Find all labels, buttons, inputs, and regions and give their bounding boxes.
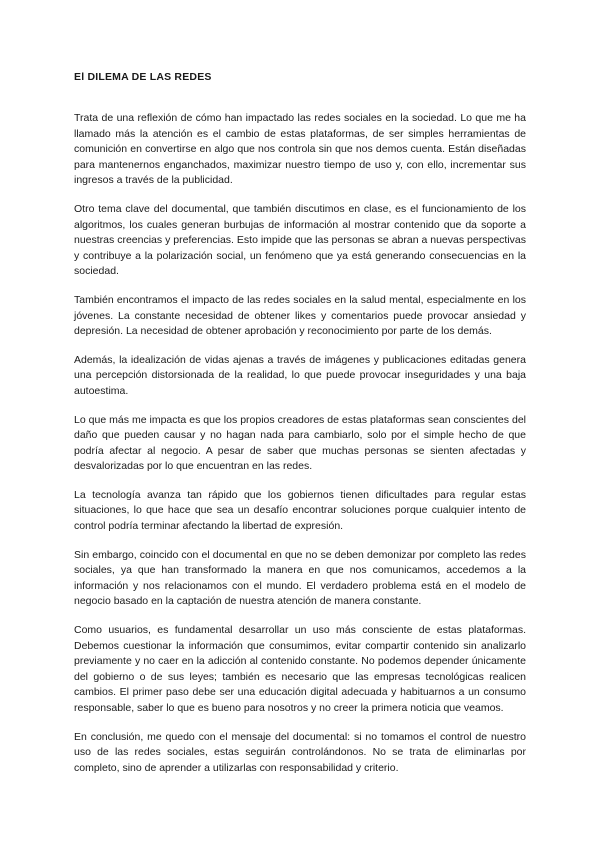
paragraph-algorithms: Otro tema clave del documental, que también discutimos en clase, es el funcionamiento de los algoritmos, los cuales generan burbujas de información al mostrar contenido que da soporte a nuestras creencias y preferencias. Esto impide que las personas se abran a nuevas perspectivas y contribuye a la polarización social, un fenómeno que ya está generando consecuencias en la sociedad. xyxy=(74,202,526,278)
paragraph-regulation: La tecnología avanza tan rápido que los gobiernos tienen dificultades para regular estas situaciones, lo que hace que sea un desafío encontrar soluciones porque cualquier intento de control podría terminar afectando la libertad de expresión. xyxy=(74,488,526,533)
paragraph-mental-health: También encontramos el impacto de las redes sociales en la salud mental, especialmente en los jóvenes. La constante necesidad de obtener likes y comentarios puede provocar ansiedad y depresión. La necesidad de obtener aprobación y reconocimiento por parte de los demás. xyxy=(74,293,526,338)
paragraph-users: Como usuarios, es fundamental desarrollar un uso más consciente de estas plataformas. Debemos cuestionar la información que consumimos, evitar compartir contenido sin analizarlo previamente y no caer en la adicción al contenido constante. No podemos depender únicamente del gobierno o de sus leyes; también es necesario que las empresas tecnológicas realicen cambios. El primer paso debe ser una educación digital adecuada y habituarnos a un consumo responsable, saber lo que es bueno para nosotros y no creer la primera noticia que veamos. xyxy=(74,624,526,714)
paragraph-idealization: Además, la idealización de vidas ajenas a través de imágenes y publicaciones editadas genera una percepción distorsionada de la realidad, lo que puede provocar inseguridades y una baja autoestima. xyxy=(74,353,526,397)
paragraph-creators: Lo que más me impacta es que los propios creadores de estas plataformas sean conscientes del daño que pueden causar y no hagan nada para cambiarlo, solo por el simple hecho de que podría afectar al negocio. A pesar de saber que muchas personas se sienten afectadas y desvalorizadas por lo que encuentran en las redes. xyxy=(74,413,526,473)
document-body xyxy=(74,111,526,789)
paragraph-conclusion: En conclusión, me quedo con el mensaje del documental: si no tomamos el control de nuestro uso de las redes sociales, estas seguirán controlándonos. No se trata de eliminarlas por completo, sino de aprender a utilizarlas con responsabilidad y criterio. xyxy=(74,730,526,774)
paragraph-intro: Trata de una reflexión de cómo han impactado las redes sociales en la sociedad. Lo que me ha llamado más la atención es el cambio de estas plataformas, de ser simples herramientas de comunición en convertirse en algo que nos controla sin que nos demos cuenta. Están diseñadas para mantenernos enganchados, maximizar nuestro tiempo de uso y, con ello, incrementar sus ingresos a través de la publicidad. xyxy=(74,112,526,187)
document-title: El DILEMA DE LAS REDES xyxy=(74,71,212,83)
paragraph-business-model: Sin embargo, coincido con el documental en que no se deben demonizar por completo las redes sociales, ya que han transformado la manera en que nos comunicamos, accedemos a la información y nos relacionamos con el mundo. El verdadero problema está en el modelo de negocio basado en la captación de nuestra atención de manera constante. xyxy=(74,548,526,608)
